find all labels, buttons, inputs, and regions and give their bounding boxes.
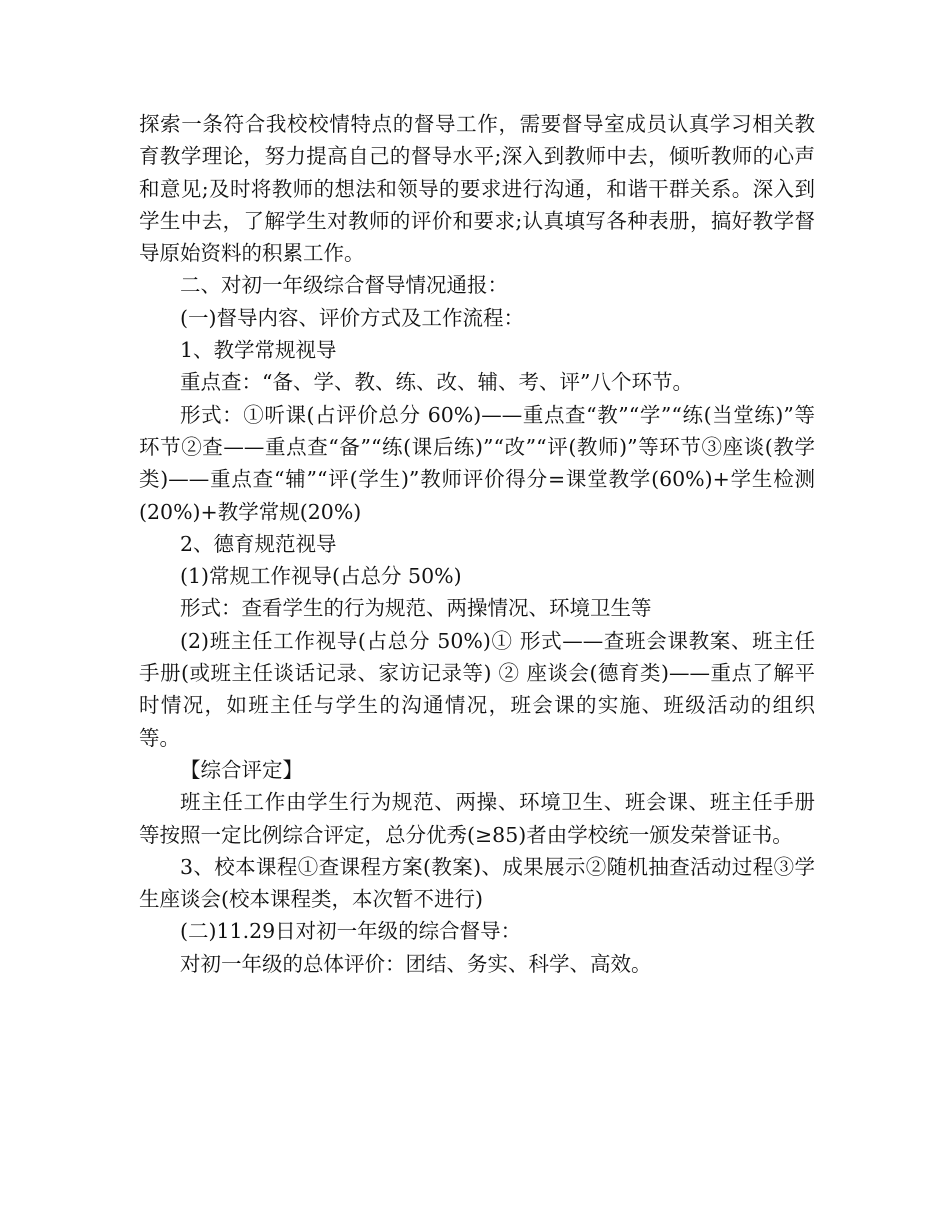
paragraph-overall-evaluation: 对初一年级的总体评价：团结、务实、科学、高效。 — [180, 951, 652, 976]
paragraph-key-points: 重点查：“备、学、教、练、改、辅、考、评”八个环节。 — [180, 370, 693, 395]
paragraph-teaching-form: 形式：①听课(占评价总分 60%)——重点查“教”“学”“练(当堂练)”等环节②查——重点查“备”“练(课后练)”“改”“评(教师)”等环节③座谈(教学类)——重点查“辅”“评(学生)”教师评价得分=课堂教学(60%)+学生检测(20%)+教学常规(20%) — [139, 402, 815, 524]
paragraph-routine-form: 形式：查看学生的行为规范、两操情况、环境卫生等 — [180, 596, 652, 621]
paragraph-head-teacher: (2)班主任工作视导(占总分 50%)① 形式——查班会课教案、班主任手册(或班主任谈话记录、家访记录等) ② 座谈会(德育类)——重点了解平时情况，如班主任与学生的沟通情况，班会课的实施、班级活动的组织等。 — [139, 628, 815, 750]
paragraph-evaluation-detail: 班主任工作由学生行为规范、两操、环境卫生、班会课、班主任手册等按照一定比例综合评定，总分优秀(≥85)者由学校统一颁发荣誉证书。 — [139, 790, 815, 847]
item-heading-moral: 2、德育规范视导 — [180, 531, 337, 556]
heading-comprehensive-evaluation: 【综合评定】 — [180, 757, 303, 782]
item-heading-teaching: 1、教学常规视导 — [180, 338, 337, 363]
subsection-heading-content: (一)督导内容、评价方式及工作流程： — [180, 305, 524, 330]
section-heading-report: 二、对初一年级综合督导情况通报： — [180, 273, 508, 298]
paragraph-intro: 探索一条符合我校校情特点的督导工作，需要督导室成员认真学习相关教育教学理论，努力提高自己的督导水平;深入到教师中去，倾听教师的心声和意见;及时将教师的想法和领导的要求进行沟通，和谐干群关系。深入到学生中去，了解学生对教师的评价和要求;认真填写各种表册，搞好教学督导原始资料的积累工作。 — [139, 112, 815, 266]
document-page — [139, 108, 815, 980]
subsection-heading-inspection: (二)11.29日对初一年级的综合督导： — [180, 919, 522, 944]
paragraph-routine-work: (1)常规工作视导(占总分 50%) — [180, 564, 462, 589]
item-heading-school-curriculum: 3、校本课程①查课程方案(教案)、成果展示②随机抽查活动过程③学生座谈会(校本课程类，本次暂不进行) — [139, 854, 815, 912]
